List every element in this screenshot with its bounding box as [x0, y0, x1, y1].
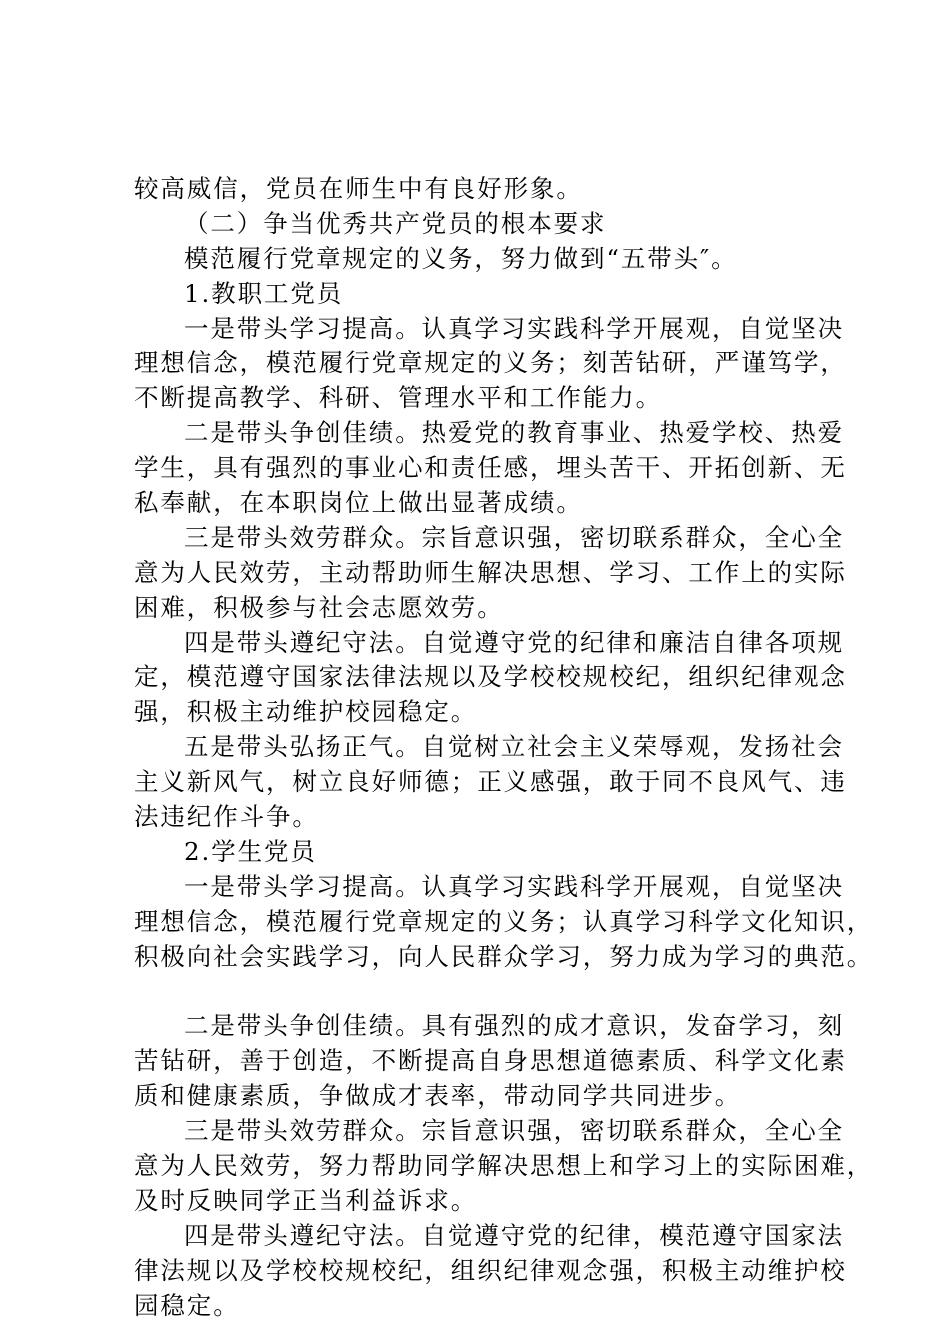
- document-body: [134, 172, 874, 1323]
- text-line: 学生，具有强烈的事业心和责任感，埋头苦干、开拓创新、无: [134, 453, 847, 483]
- text-line: 定，模范遵守国家法律法规以及学校校规校纪，组织纪律观念: [134, 662, 847, 692]
- text-line: 主义新风气，树立良好师德；正义感强，敢于同不良风气、违: [134, 767, 847, 797]
- text-line: 积极向社会实践学习，向人民群众学习，努力成为学习的典范。: [134, 941, 874, 971]
- text-line: 较高威信，党员在师生中有良好形象。: [134, 174, 583, 203]
- text-line: 质和健康素质，争做成才表率，带动同学共同进步。: [134, 1081, 742, 1111]
- text-line: 私奉献，在本职岗位上做出显著成绩。: [134, 488, 583, 518]
- text-line: 五是带头弘扬正气。自觉树立社会主义荣辱观，发扬社会: [184, 732, 844, 762]
- text-line: 一是带头学习提高。认真学习实践科学开展观，自觉坚决: [184, 313, 844, 343]
- text-line: 一是带头学习提高。认真学习实践科学开展观，自觉坚决: [184, 871, 844, 901]
- text-line: 律法规以及学校校规校纪，组织纪律观念强，积极主动维护校: [134, 1255, 847, 1285]
- text-line: 二是带头争创佳绩。热爱党的教育事业、热爱学校、热爱: [184, 418, 844, 448]
- text-line: 理想信念，模范履行党章规定的义务；认真学习科学文化知识，: [134, 906, 874, 936]
- text-line: 意为人民效劳，努力帮助同学解决思想上和学习上的实际困难，: [134, 1150, 874, 1180]
- text-line: 模范履行党章规定的义务，努力做到“五带头″。: [184, 243, 738, 273]
- text-line: 困难，积极参与社会志愿效劳。: [134, 592, 504, 622]
- text-line: 1.教职工党员: [184, 278, 344, 308]
- text-line: 2.学生党员: [184, 836, 317, 866]
- text-line: 法违纪作斗争。: [134, 802, 319, 832]
- text-line: 四是带头遵纪守法。自觉遵守党的纪律和廉洁自律各项规: [184, 627, 844, 657]
- blank-line: [134, 974, 834, 1009]
- text-line: 理想信念，模范履行党章规定的义务；刻苦钻研，严谨笃学，: [134, 348, 847, 378]
- text-line: 及时反映同学正当利益诉求。: [134, 1185, 478, 1215]
- text-line: 强，积极主动维护校园稳定。: [134, 697, 478, 727]
- text-line: 园稳定。: [134, 1290, 240, 1320]
- text-line: 四是带头遵纪守法。自觉遵守党的纪律，模范遵守国家法: [184, 1220, 844, 1250]
- text-line: 不断提高教学、科研、管理水平和工作能力。: [134, 383, 662, 413]
- text-line: 三是带头效劳群众。宗旨意识强，密切联系群众，全心全: [184, 522, 844, 552]
- text-line: （二）争当优秀共产党员的根本要求: [184, 208, 607, 238]
- text-line: 意为人民效劳，主动帮助师生解决思想、学习、工作上的实际: [134, 557, 847, 587]
- text-line: 二是带头争创佳绩。具有强烈的成才意识，发奋学习，刻: [184, 1011, 844, 1041]
- text-line: 三是带头效劳群众。宗旨意识强，密切联系群众，全心全: [184, 1116, 844, 1146]
- text-line: 苦钻研，善于创造，不断提高自身思想道德素质、科学文化素: [134, 1046, 847, 1076]
